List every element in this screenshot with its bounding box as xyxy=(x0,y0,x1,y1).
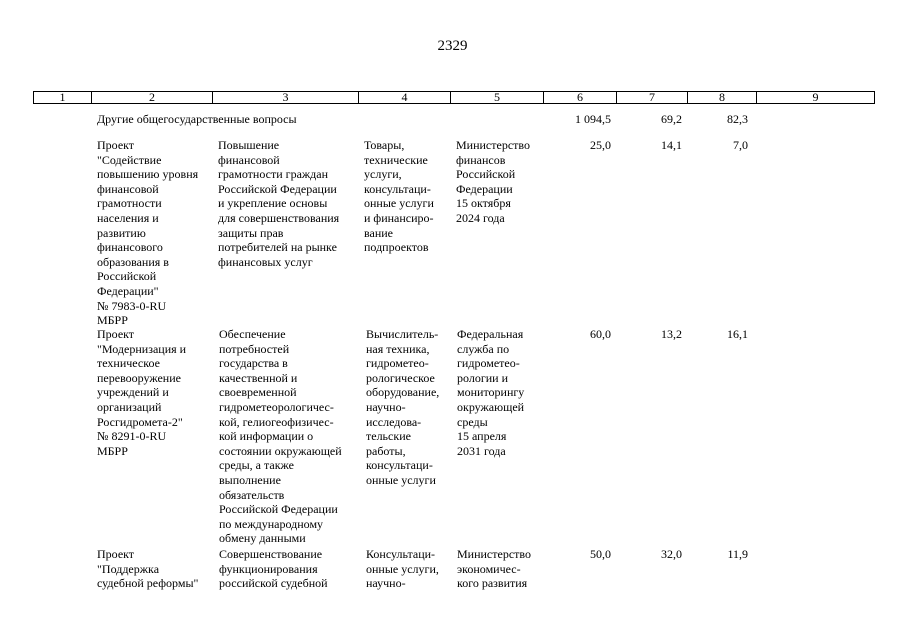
value-col7: 32,0 xyxy=(661,547,682,561)
value-col8: 7,0 xyxy=(733,138,748,152)
header-col-8: 8 xyxy=(687,92,756,103)
value-col8: 16,1 xyxy=(727,327,748,341)
header-col-3: 3 xyxy=(212,92,358,103)
project-name: Проект "Содействие повышению уровня финансовой грамотности населения и развитию финансового образования в Российской Федерации" № 7983-0-RU МБРР xyxy=(97,138,199,328)
project-purpose: Совершенствование функционирования российской судебной xyxy=(219,547,328,591)
project-executor: Министерство финансов Российской Федерации 15 октября 2024 года xyxy=(456,138,530,225)
project-purpose: Обеспечение потребностей государства в качественной и своевременной гидрометеорологичес- кой, гелиогеофизичес- кой информации о состоянии окружающей среды, а также выполнение обязательств Российской Федерации по международному обмену данными xyxy=(219,327,342,546)
value-col6: 60,0 xyxy=(590,327,611,341)
section-title: Другие общегосударственные вопросы xyxy=(97,112,297,126)
header-col-2: 2 xyxy=(91,92,212,103)
project-name: Проект "Поддержка судебной реформы" xyxy=(97,547,199,591)
section-value-col6: 1 094,5 xyxy=(575,112,611,126)
project-goods: Вычислитель- ная техника, гидрометео- рологическое оборудование, научно- исследова- тельские работы, консультаци- онные услуги xyxy=(366,327,440,487)
value-col6: 25,0 xyxy=(590,138,611,152)
header-col-6: 6 xyxy=(543,92,616,103)
header-col-9: 9 xyxy=(756,92,874,103)
value-col7: 14,1 xyxy=(661,138,682,152)
header-col-4: 4 xyxy=(358,92,450,103)
project-goods: Консультаци- онные услуги, научно- xyxy=(366,547,439,591)
value-col7: 13,2 xyxy=(661,327,682,341)
page-number: 2329 xyxy=(437,38,468,54)
header-col-7: 7 xyxy=(616,92,687,103)
project-executor: Министерство экономичес- кого развития xyxy=(457,547,531,591)
value-col6: 50,0 xyxy=(590,547,611,561)
project-name: Проект "Модернизация и техническое перевооружение учреждений и организаций Росгидромета-2" № 8291-0-RU МБРР xyxy=(97,327,187,458)
header-col-5: 5 xyxy=(450,92,543,103)
section-value-col7: 69,2 xyxy=(661,112,682,126)
project-goods: Товары, технические услуги, консультаци- онные услуги и финансиро- вание подпроектов xyxy=(364,138,434,255)
header-col-1: 1 xyxy=(59,90,66,104)
project-purpose: Повышение финансовой грамотности граждан Российской Федерации и укрепление основы для совершенствования защиты прав потребителей на рынке финансовых услуг xyxy=(218,138,340,269)
section-value-col8: 82,3 xyxy=(727,112,748,126)
project-executor: Федеральная служба по гидрометео- рологии и мониторингу окружающей среды 15 апреля 2031 года xyxy=(457,327,525,458)
table-header-row xyxy=(33,91,875,104)
value-col8: 11,9 xyxy=(727,547,748,561)
